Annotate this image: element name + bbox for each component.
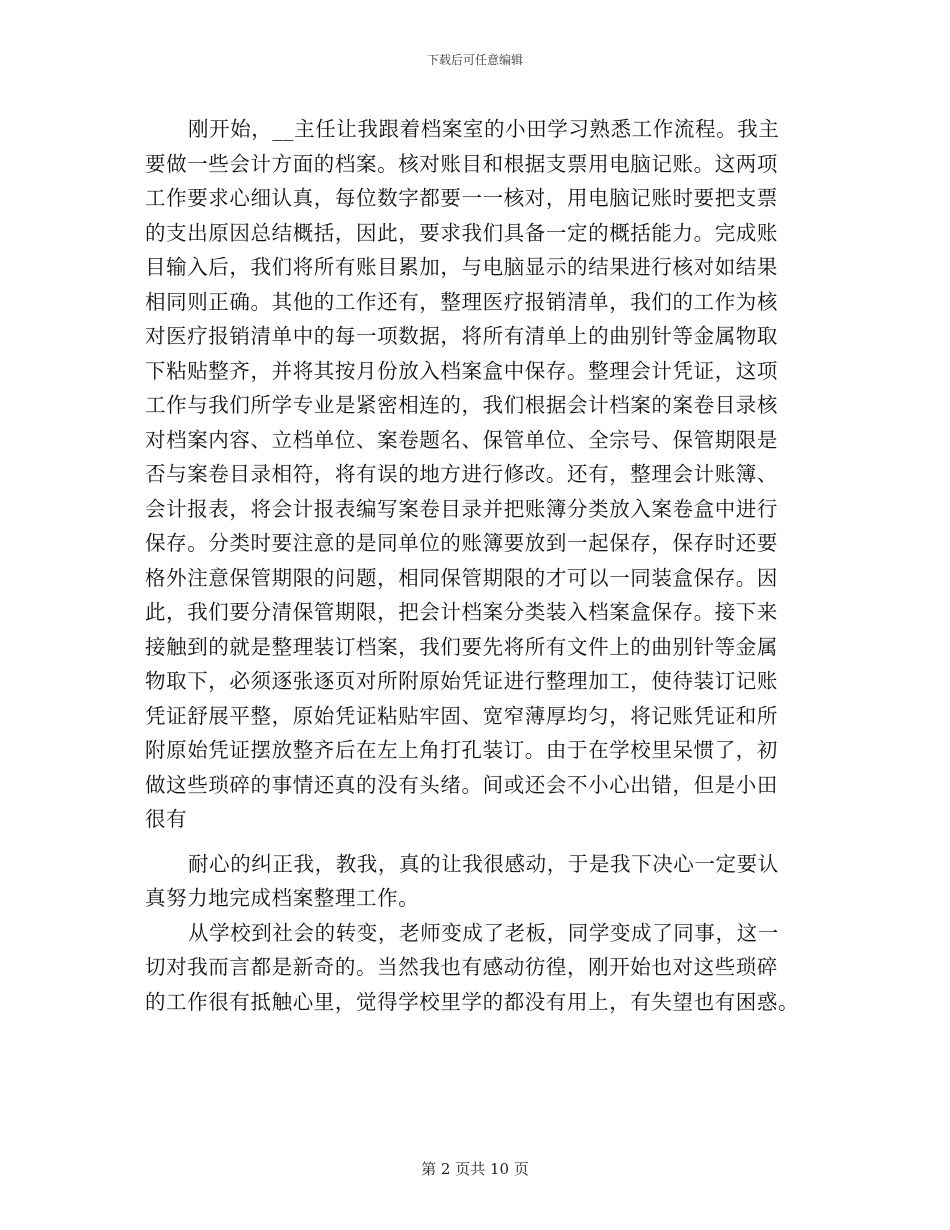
text-line: 附原始凭证摆放整齐后在左上角打孔装订。由于在学校里呆惯了，初: [145, 738, 778, 762]
text-line: 刚开始，__主任让我跟着档案室的小田学习熟悉工作流程。我主: [188, 117, 780, 141]
text-line: 的支出原因总结概括，因此，要求我们具备一定的概括能力。完成账: [145, 220, 778, 245]
paragraph-gap: [145, 837, 811, 847]
text-line: 的工作很有抵触心里，觉得学校里学的都没有用上，有失望也有困惑。: [145, 989, 800, 1014]
text-line: 真努力地完成档案整理工作。: [145, 886, 420, 910]
text-line: 做这些琐碎的事情还真的没有头绪。间或还会不小心出错，但是小田: [145, 772, 778, 797]
text-line: 此，我们要分清保管期限，把会计档案分类装入档案盒保存。接下来: [145, 600, 778, 624]
text-line: 耐心的纠正我，教我，真的让我很感动，于是我下决心一定要认: [188, 851, 779, 876]
text-line: 切对我而言都是新奇的。当然我也有感动彷徨，刚开始也对这些琐碎: [145, 955, 778, 979]
text-line: 下粘贴整齐，并将其按月份放入档案盒中保存。整理会计凭证，这项: [145, 358, 778, 383]
text-line: 要做一些会计方面的档案。核对账目和根据支票用电脑记账。这两项: [145, 151, 778, 176]
text-line: 工作与我们所学专业是紧密相连的，我们根据会计档案的案卷目录核: [145, 393, 778, 417]
text-line: 目输入后，我们将所有账目累加，与电脑显示的结果进行核对如结果: [145, 255, 778, 279]
text-line: 工作要求心细认真，每位数字都要一一核对，用电脑记账时要把支票: [145, 186, 778, 210]
page-header: 下载后可任意编辑: [426, 53, 523, 67]
text-line: 保存。分类时要注意的是同单位的账簿要放到一起保存，保存时还要: [145, 531, 778, 555]
text-line: 接触到的就是整理装订档案，我们要先将所有文件上的曲别针等金属: [145, 634, 778, 659]
text-line: 很有: [145, 807, 188, 831]
text-line: 物取下，必须逐张逐页对所附原始凭证进行整理加工，使待装订记账: [145, 669, 778, 693]
text-line: 否与案卷目录相符，将有误的地方进行修改。还有，整理会计账簿、: [145, 462, 778, 486]
text-line: 格外注意保管期限的问题，相同保管期限的才可以一同装盒保存。因: [145, 565, 778, 590]
text-line: 会计报表，将会计报表编写案卷目录并把账簿分类放入案卷盒中进行: [145, 496, 778, 521]
page-number: 第 2 页共 10 页: [421, 1160, 529, 1178]
text-line: 从学校到社会的转变，老师变成了老板，同学变成了同事，这一: [188, 920, 779, 945]
document-body: [145, 112, 811, 1019]
text-line: 对档案内容、立档单位、案卷题名、保管单位、全宗号、保管期限是: [145, 427, 778, 452]
paragraph: [145, 847, 811, 916]
text-line: 相同则正确。其他的工作还有，整理医疗报销清单，我们的工作为核: [145, 289, 778, 314]
paragraph: [145, 916, 811, 1020]
text-line: 对医疗报销清单中的每一项数据，将所有清单上的曲别针等金属物取: [145, 324, 778, 348]
paragraph: [145, 112, 811, 837]
text-line: 凭证舒展平整，原始凭证粘贴牢固、宽窄薄厚均匀，将记账凭证和所: [145, 703, 778, 728]
